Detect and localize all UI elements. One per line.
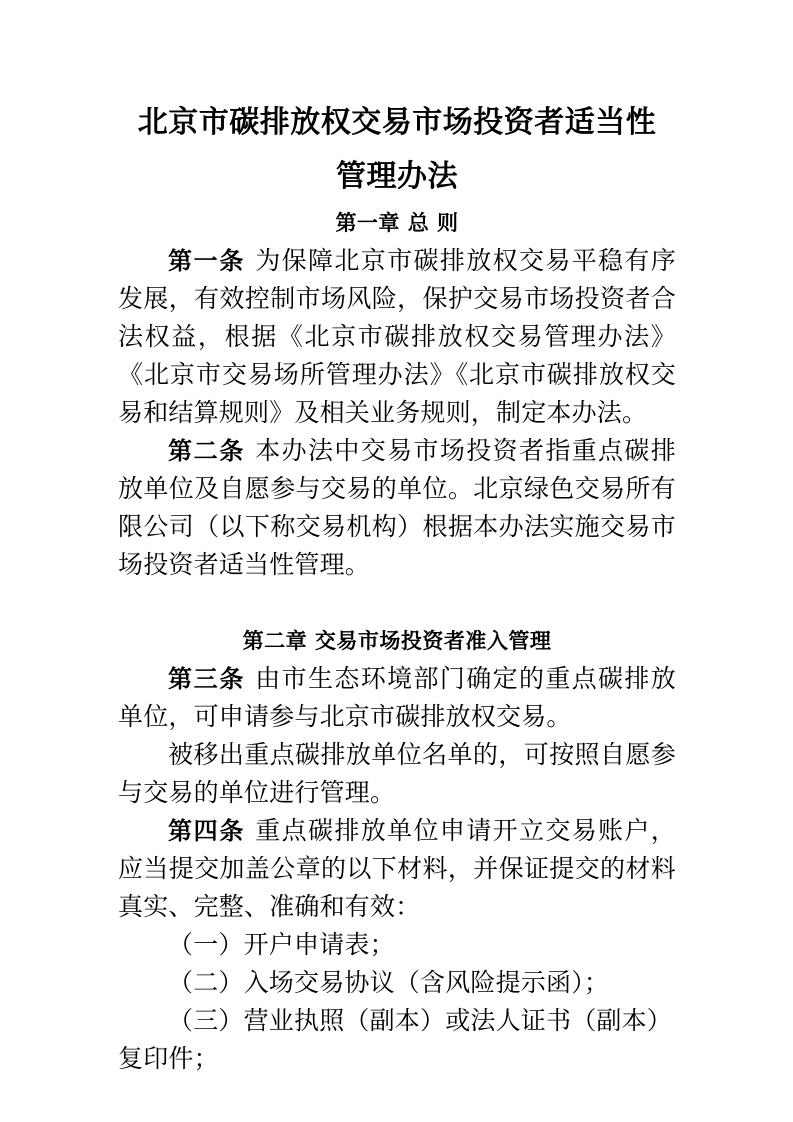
document-body bbox=[118, 204, 676, 1078]
document-title-line: 管理办法 bbox=[336, 159, 458, 194]
paragraph-text: （二）入场交易协议（含风险提示函）； bbox=[168, 968, 610, 997]
paragraph-text: （三）营业执照（副本）或法人证书（副本）复印件； bbox=[118, 1006, 673, 1073]
article-paragraph bbox=[118, 660, 676, 736]
paragraph-text: 为保障北京市碳排放权交易平稳有序发展，有效控制市场风险，保护交易市场投资者合法权益，根据《北京市碳排放权交易管理办法》《北京市交易场所管理办法》《北京市碳排放权交易和结算规则》及相关业务规则，制定本办法。 bbox=[118, 246, 677, 427]
body-paragraph bbox=[118, 736, 676, 812]
list-item bbox=[118, 926, 676, 964]
article-marker: 第二条 bbox=[168, 437, 246, 465]
paragraph-text: （一）开户申请表； bbox=[168, 930, 395, 959]
chapter-heading: 第一章 总 则 bbox=[335, 211, 459, 235]
article-paragraph bbox=[118, 432, 676, 584]
paragraph-text: 本办法中交易市场投资者指重点碳排放单位及自愿参与交易的单位。北京绿色交易所有限公司（以下称交易机构）根据本办法实施交易市场投资者适当性管理。 bbox=[118, 436, 677, 579]
document-title bbox=[118, 96, 676, 204]
article-marker: 第一条 bbox=[168, 247, 246, 275]
chapter-heading: 第二章 交易市场投资者准入管理 bbox=[242, 629, 552, 653]
paragraph-text: 被移出重点碳排放单位名单的，可按照自愿参与交易的单位进行管理。 bbox=[118, 740, 676, 807]
article-paragraph bbox=[118, 242, 676, 432]
paragraph-text: 由市生态环境部门确定的重点碳排放单位，可申请参与北京市碳排放权交易。 bbox=[118, 664, 677, 731]
paragraph-text: 重点碳排放单位申请开立交易账户，应当提交加盖公章的以下材料，并保证提交的材料真实、完整、准确和有效： bbox=[118, 816, 677, 921]
list-item bbox=[118, 964, 676, 1002]
list-item bbox=[118, 1002, 676, 1078]
document-content bbox=[118, 96, 676, 1078]
article-marker: 第四条 bbox=[168, 817, 246, 845]
document-title-line: 北京市碳排放权交易市场投资者适当性 bbox=[137, 105, 657, 140]
article-paragraph bbox=[118, 812, 676, 926]
article-marker: 第三条 bbox=[168, 665, 246, 693]
